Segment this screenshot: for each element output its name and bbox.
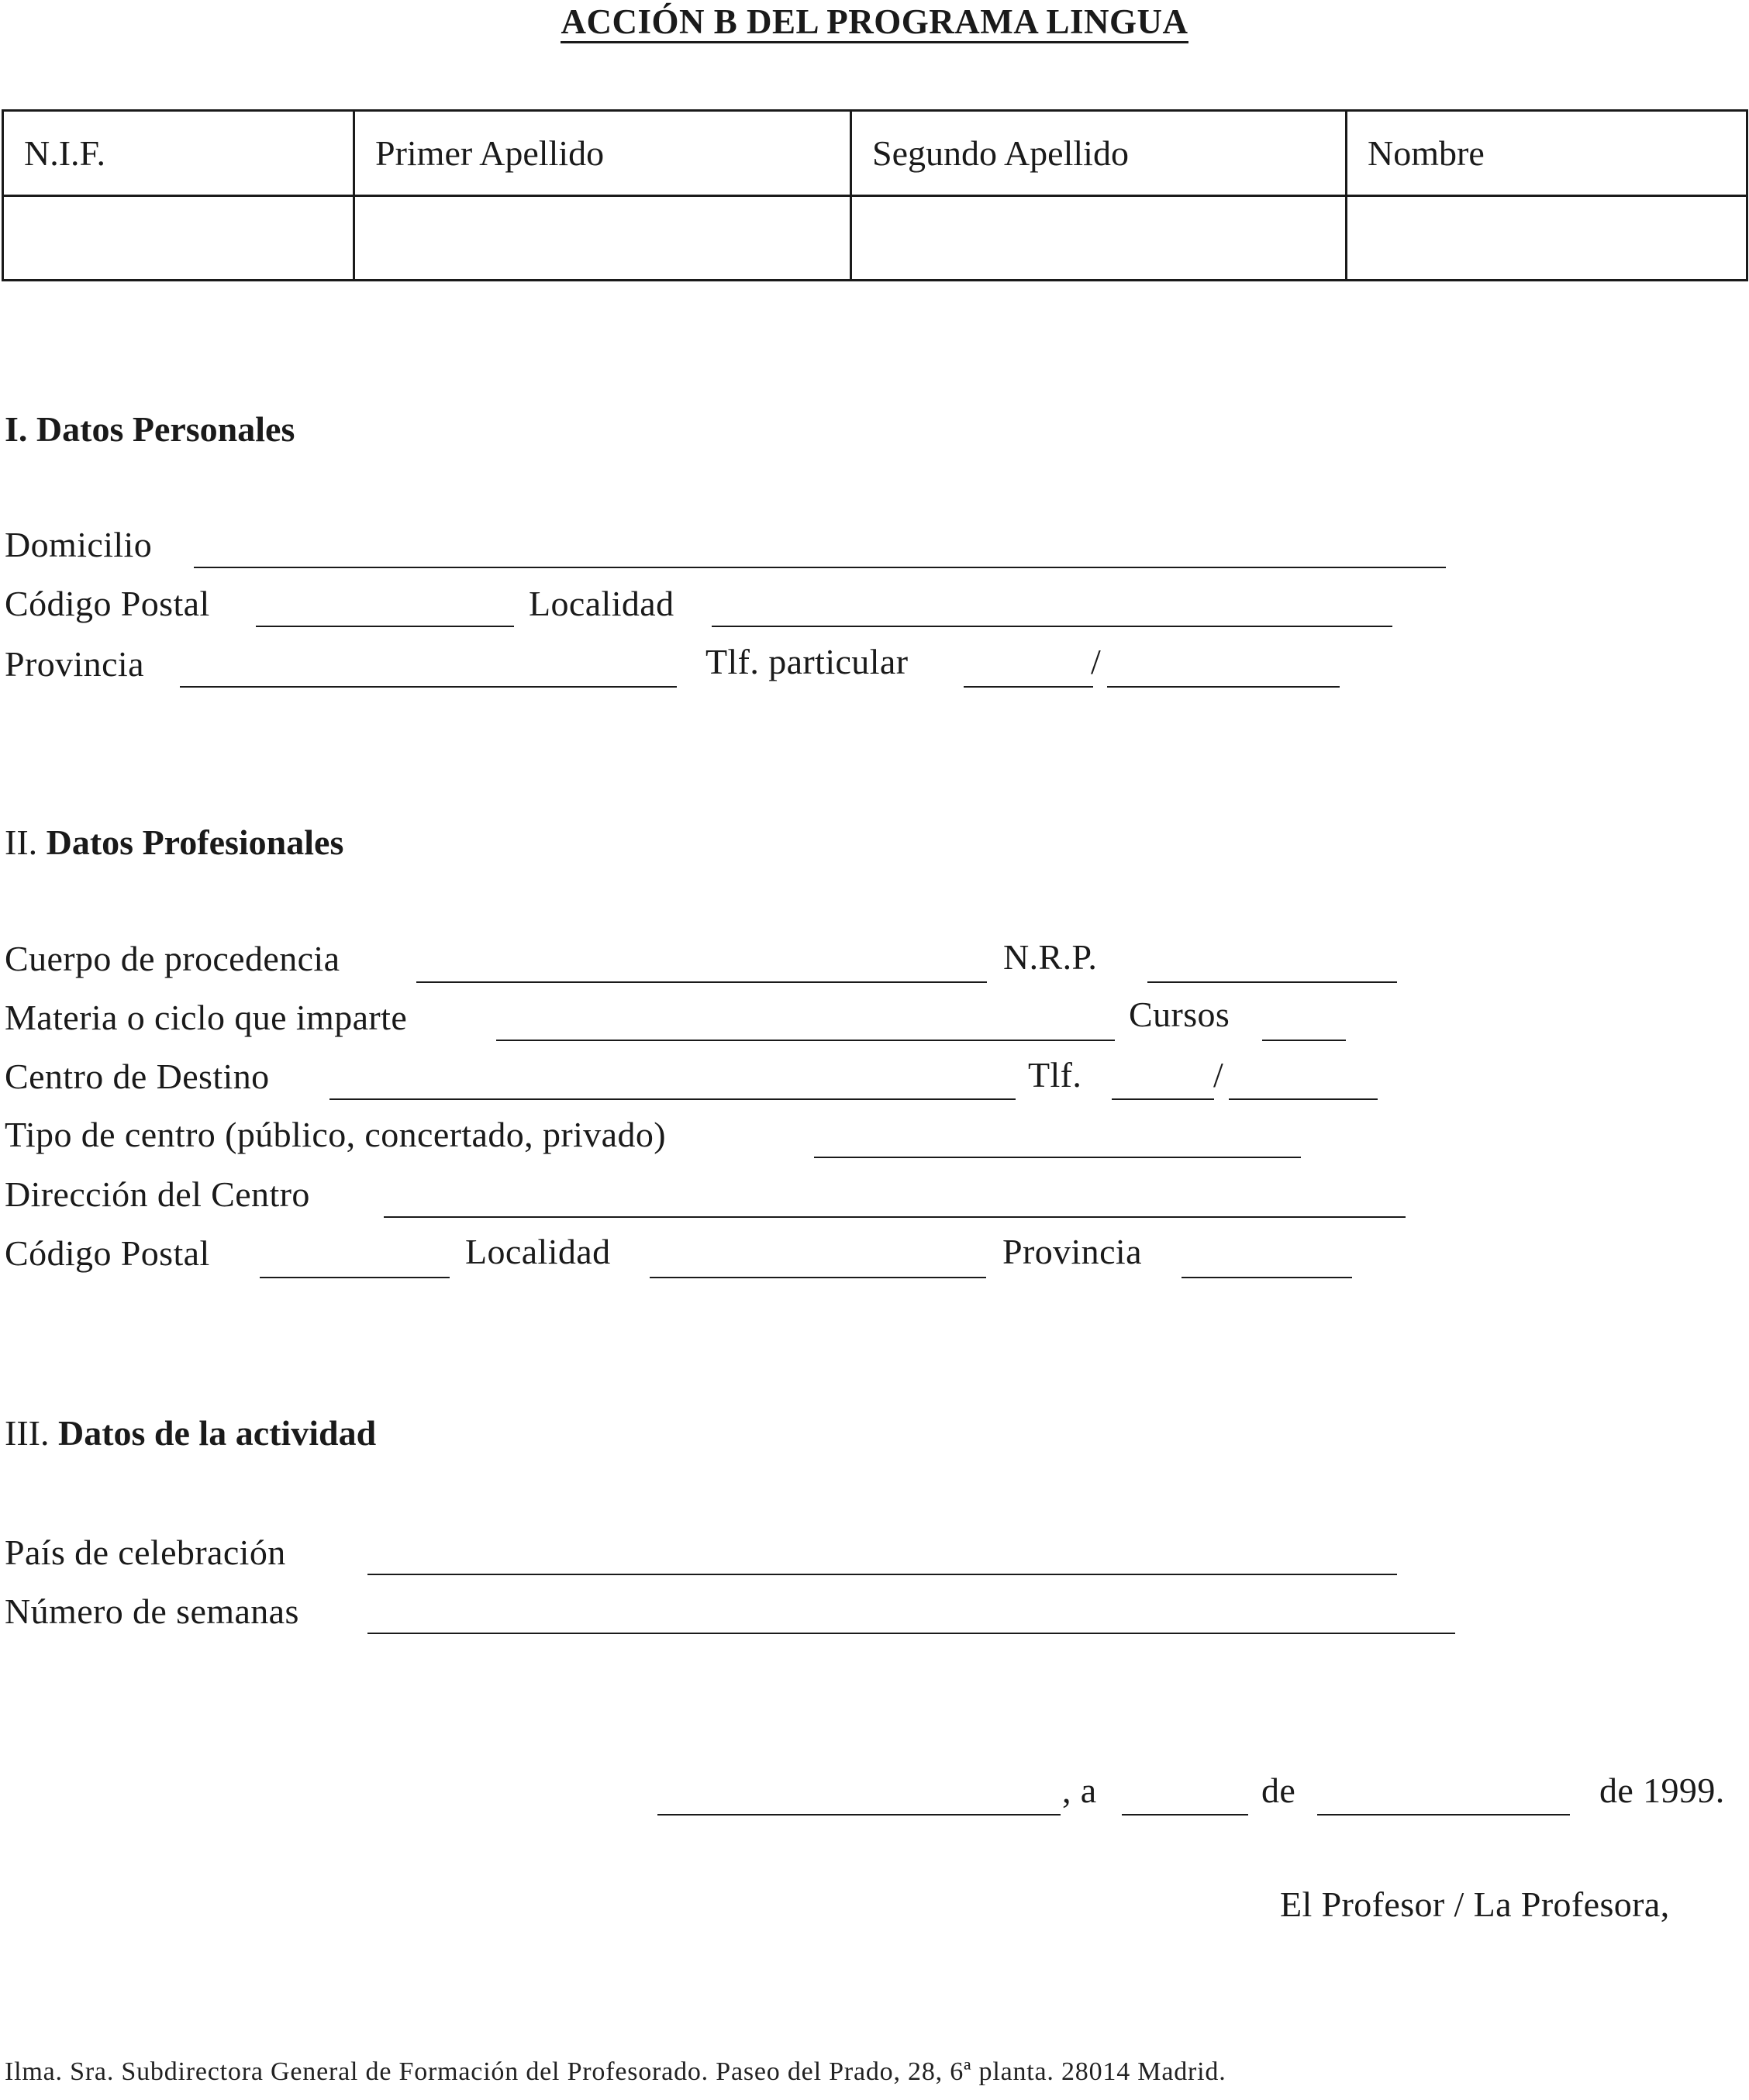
section-datos-actividad-heading [5, 1412, 376, 1453]
centro-destino-label: Centro de Destino [5, 1057, 270, 1096]
provincia-label: Provincia [5, 644, 144, 684]
month-field[interactable] [1317, 1814, 1570, 1816]
localidad-label: Localidad [529, 584, 674, 623]
localidad-field[interactable] [712, 626, 1392, 627]
cursos-field[interactable] [1262, 1040, 1346, 1041]
codigo-postal-centro-field[interactable] [260, 1277, 450, 1278]
domicilio-label: Domicilio [5, 525, 153, 564]
nrp-field[interactable] [1147, 981, 1397, 983]
section1-title: Datos Personales [36, 409, 295, 449]
cuerpo-label: Cuerpo de procedencia [5, 939, 340, 978]
tlf-particular-label: Tlf. particular [705, 642, 909, 681]
header-nombre: Nombre [1347, 111, 1747, 196]
date-year: de 1999. [1599, 1771, 1725, 1810]
form-title-text: ACCIÓN B DEL PROGRAMA LINGUA [561, 3, 1188, 43]
pais-field[interactable] [367, 1574, 1397, 1575]
tlf-label: Tlf. [1028, 1055, 1082, 1095]
header-primer-apellido: Primer Apellido [354, 111, 851, 196]
direccion-field[interactable] [384, 1216, 1406, 1218]
section2-title: Datos Profesionales [46, 822, 344, 862]
name-table-header-row [3, 111, 1747, 196]
tlf-particular-number-field[interactable] [1107, 686, 1340, 688]
section3-number: III. [5, 1413, 50, 1453]
tipo-centro-field[interactable] [814, 1157, 1301, 1158]
tlf-particular-slash: / [1091, 642, 1102, 681]
place-field[interactable] [657, 1814, 1061, 1816]
date-de: de [1261, 1771, 1296, 1810]
tlf-particular-prefix-field[interactable] [964, 686, 1093, 688]
date-comma-a: , a [1062, 1771, 1097, 1810]
localidad-centro-field[interactable] [650, 1277, 986, 1278]
nif-field[interactable] [3, 196, 354, 281]
signer-label: El Profesor / La Profesora, [1280, 1884, 1670, 1924]
cuerpo-field[interactable] [416, 981, 987, 983]
domicilio-field[interactable] [194, 567, 1446, 568]
section-datos-profesionales-heading [5, 822, 343, 863]
codigo-postal-label: Código Postal [5, 584, 210, 623]
section-datos-personales-heading [5, 409, 295, 450]
form-title [0, 2, 1749, 43]
nombre-field[interactable] [1347, 196, 1747, 281]
centro-destino-field[interactable] [329, 1098, 1016, 1100]
segundo-apellido-field[interactable] [851, 196, 1347, 281]
tlf-prefix-field[interactable] [1112, 1098, 1214, 1100]
semanas-label: Número de semanas [5, 1591, 299, 1631]
primer-apellido-field[interactable] [354, 196, 851, 281]
name-table [2, 109, 1748, 281]
tipo-centro-label: Tipo de centro (público, concertado, privado) [5, 1115, 667, 1154]
pais-label: País de celebración [5, 1533, 286, 1572]
header-nif: N.I.F. [3, 111, 354, 196]
section3-title: Datos de la actividad [57, 1413, 377, 1453]
name-table-value-row [3, 196, 1747, 281]
footer-address: Ilma. Sra. Subdirectora General de Formación del Profesorado. Paseo del Prado, 28, 6ª planta. 28014 Madrid. [5, 2057, 1226, 2086]
materia-label: Materia o ciclo que imparte [5, 998, 408, 1037]
codigo-postal-field[interactable] [256, 626, 514, 627]
tlf-number-field[interactable] [1229, 1098, 1378, 1100]
section2-number: II. [5, 822, 38, 862]
day-field[interactable] [1122, 1814, 1248, 1816]
provincia-field[interactable] [180, 686, 677, 688]
cursos-label: Cursos [1129, 995, 1230, 1034]
direccion-label: Dirección del Centro [5, 1174, 310, 1214]
section1-number: I. [5, 409, 28, 449]
localidad-centro-label: Localidad [465, 1232, 611, 1271]
provincia-centro-label: Provincia [1002, 1232, 1142, 1271]
header-segundo-apellido: Segundo Apellido [851, 111, 1347, 196]
codigo-postal-centro-label: Código Postal [5, 1233, 210, 1273]
materia-field[interactable] [496, 1040, 1115, 1041]
nrp-label: N.R.P. [1003, 937, 1098, 977]
tlf-slash: / [1213, 1055, 1224, 1095]
semanas-field[interactable] [367, 1633, 1455, 1634]
provincia-centro-field[interactable] [1182, 1277, 1352, 1278]
